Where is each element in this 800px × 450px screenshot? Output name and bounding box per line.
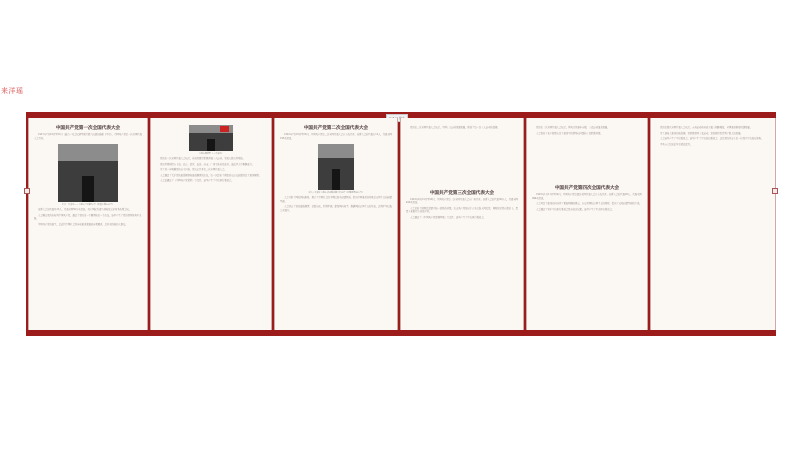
panel-6-paragraph: 中共五大纪念馆位于湖北武汉。 [660, 142, 693, 146]
panel-2-paragraph: 为了进一步明确党的奋斗目标，党决定召开第二次全国代表大会。 [160, 168, 227, 171]
red-handwritten-stamp: 来洋瑶 [1, 87, 24, 95]
panel-6-paragraph: 大会选举产生了中央委员会，选举产生了中央监察委员会，这是党的历史上第一次设立中央监察机构。 [660, 137, 764, 140]
panel-1-paragraph: 大会确定党的名称为中国共产党，通过了党的第一个纲领和第一个决议，选举产生了党的领导机构中央局。 [34, 213, 142, 220]
panel-3-photo [318, 144, 354, 190]
panel-3-title: 中国共产党第二次全国代表大会 [303, 126, 369, 131]
panel-5-paragraph: 大会通过了对于中央执行委员会报告的决议案，选举产生了中央执行委员会。 [536, 207, 615, 211]
panel-5 [526, 118, 648, 330]
panel-3-paragraph: 1922年7月16日至23日，中国共产党第二次全国代表大会在上海召开。出席大会的代表有12人，代表全国195名党员。 [280, 133, 392, 140]
panel-2-photo [189, 125, 233, 151]
panel-1-photo [58, 144, 118, 202]
panel-2-paragraph: 党的第一次全国代表大会以后，各地党组织积极开展工人运动，党员人数有所增加。 [160, 157, 245, 160]
panel-2-caption: 上海市辅德里（二大会址） [198, 153, 224, 155]
panel-6-paragraph: 党的第四次全国代表大会以后，五卅运动和省港大罢工相继爆发，全国革命形势迅速发展。 [660, 126, 752, 129]
panel-2-paragraph: 党的早期组织在上海、北京、武汉、长沙、济南、广州等地以及旅日、旅法华人中相继成立。 [160, 162, 255, 166]
panel-5-paragraph: 党的第三次全国代表大会以后，国共合作逐步实现，工农运动蓬勃发展。 [536, 126, 610, 129]
panel-1-paragraph: 出席大会的代表共13人，代表全国50多名党员。共产国际代表马林和尼克尔斯基出席会议。 [38, 208, 132, 211]
panel-4-paragraph: 大会讨论了同国民党建立统一战线的问题，决定共产党员以个人名义加入国民党，同时保持党在政治上、思想上和组织上的独立性。 [406, 206, 518, 213]
binding-clip [772, 188, 778, 194]
panel-5-paragraph: 大会对民主革命的内容作了更加明确的规定，在反对国际帝国主义的同时，提出了反对封建军阀的主张。 [536, 202, 642, 205]
panel-2-paragraph: 大会通过了关于党的最高纲领和最低纲领的决议，第一次提出了彻底的反帝反封建的民主革命纲领。 [160, 173, 262, 177]
panel-4-paragraph: 1923年6月12日至20日，中国共产党第三次全国代表大会在广州召开。出席大会的代表30多人，代表全国420名党员。 [406, 197, 518, 204]
panel-2-paragraph: 大会还通过了《中国共产党章程》等文件，选举产生了中央执行委员会。 [160, 179, 234, 182]
panel-1-title: 中国共产党第一次全国代表大会 [55, 126, 121, 131]
panel-5-paragraph: 大会提出了无产阶级在民主革命中的领导权问题和工农联盟问题。 [536, 131, 603, 135]
panel-1-caption: 中共一大会址——上海市兴业路76号（原望志路106号） [61, 204, 115, 206]
panel-2 [150, 118, 272, 330]
panel-3 [274, 118, 398, 330]
panel-6 [650, 118, 776, 330]
panel-3-caption: 中共二大会址上海市老成都北路7弄30号（原辅德里625号） [308, 192, 364, 194]
panel-4-title: 中国共产党第三次全国代表大会 [429, 190, 495, 196]
panel-3-paragraph: 大会分析了国际国内形势，揭示了中国社会的半殖民地半封建性质，指出中国革命的对象是帝国主义和封建军阀。 [280, 196, 392, 203]
panel-1-paragraph: 1921年7月23日至31日（最后一天会议移至浙江嘉兴南湖的游船上举行），中国共产党第一次全国代表大会召开。 [34, 133, 142, 140]
panel-5-paragraph: 1925年1月11日至22日，中国共产党第四次全国代表大会在上海召开。出席大会的代表20人，代表全国994名党员。 [532, 193, 642, 200]
panel-1 [28, 118, 148, 330]
panel-6-paragraph: 为了迎接大革命的新高潮，党积极领导工农运动，党的组织也得到了很大的发展。 [660, 131, 743, 135]
panel-3-paragraph: 大会制定了党的最低纲领：消除内乱，打倒军阀，建设国内和平；推翻国际帝国主义的压迫，达到中华民族完全独立。 [280, 205, 392, 212]
panel-4-paragraph: 党的第二次全国代表大会以后，中国工人运动迅速发展，掀起了第一次工人运动的高潮。 [410, 126, 500, 129]
panel-5-title: 中国共产党第四次全国代表大会 [554, 186, 620, 191]
panel-4-paragraph: 大会通过了《中国共产党党纲草案》等文件，选举产生了中央执行委员会。 [410, 215, 486, 219]
panel-1-paragraph: 中国共产党的诞生，是近代中国社会进步和革命发展的客观要求，是开天辟地的大事变。 [38, 222, 128, 226]
panel-4 [400, 118, 524, 330]
binding-clip [24, 188, 30, 194]
